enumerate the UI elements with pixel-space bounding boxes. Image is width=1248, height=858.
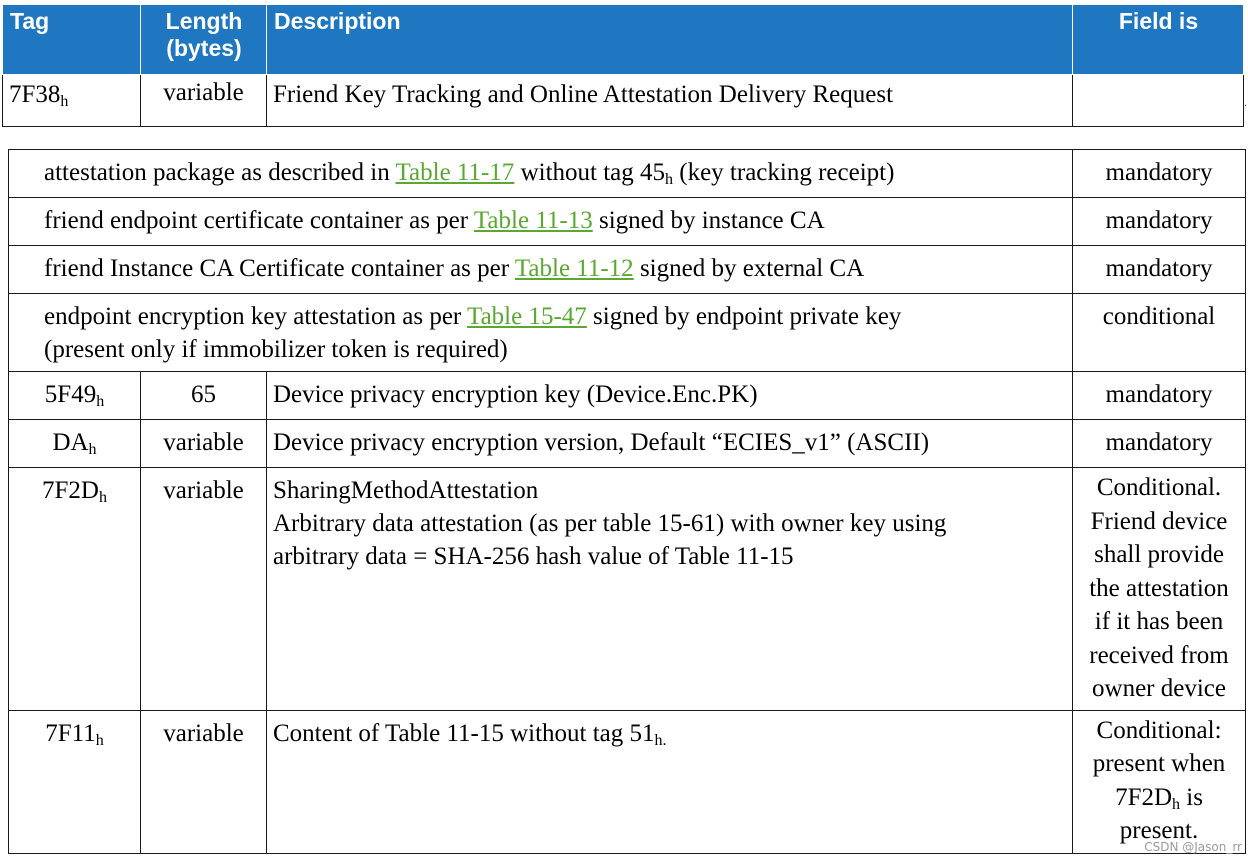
field-line: present when — [1092, 750, 1226, 777]
description-cell — [9, 294, 1073, 372]
description-text: friend Instance CA Certificate container as per — [44, 255, 515, 282]
field-line: present. — [1119, 817, 1199, 844]
tag-text: 7F38 — [9, 81, 61, 108]
column-header-length-line2: (bytes) — [166, 35, 242, 61]
field-line: if it has been — [1094, 608, 1224, 635]
description-line: arbitrary data = SHA-256 hash value of Table 11-15 — [273, 543, 794, 570]
header-table — [2, 4, 1244, 127]
field-line: shall provide — [1094, 541, 1224, 568]
table-row — [9, 198, 1246, 246]
column-header-description: Description — [267, 5, 1073, 75]
tag-cell — [9, 372, 141, 420]
column-header-tag: Tag — [3, 5, 141, 75]
link-table-11-17[interactable]: Table 11-17 — [395, 159, 515, 186]
field-line: Conditional. — [1096, 474, 1222, 501]
column-header-length-line1: Length — [165, 8, 243, 34]
tag-subscript: h — [98, 489, 107, 506]
tag-cell — [9, 710, 141, 853]
description-line: SharingMethodAttestation — [273, 477, 539, 504]
description-text: endpoint encryption key attestation as per — [44, 303, 468, 330]
field-cell — [1073, 710, 1246, 853]
field-line: owner device — [1092, 675, 1226, 702]
length-cell: variable — [141, 420, 267, 468]
table-row-7f38 — [3, 75, 1244, 127]
link-table-11-13[interactable]: Table 11-13 — [473, 207, 593, 234]
table-row — [9, 372, 1246, 420]
table-row — [9, 294, 1246, 372]
link-table-15-47[interactable]: Table 15-47 — [467, 303, 587, 330]
length-cell: 65 — [141, 372, 267, 420]
table-row — [9, 150, 1246, 198]
tag-subscript: h — [95, 731, 104, 749]
tag-text: DA — [52, 429, 89, 456]
description-text: signed by instance CA — [592, 207, 825, 234]
description-text: friend endpoint certificate container as per — [44, 207, 474, 234]
description-cell — [267, 468, 1073, 711]
field-cell: mandatory — [1073, 372, 1246, 420]
tag-cell — [3, 75, 141, 127]
link-table-11-12[interactable]: Table 11-12 — [514, 255, 634, 282]
description-cell: Device privacy encryption key (Device.Enc.PK) — [267, 372, 1073, 420]
length-cell: variable — [141, 710, 267, 853]
description-text: signed by endpoint private key — [586, 303, 902, 330]
field-line: is — [1180, 783, 1203, 811]
description-text: (key tracking receipt) — [673, 159, 895, 186]
description-cell: Device privacy encryption version, Default “ECIES_v1” (ASCII) — [267, 420, 1073, 468]
tag-text: 7F11 — [45, 719, 96, 747]
description-text: Content of Table 11-15 without tag 51 — [273, 719, 655, 747]
tag-cell — [9, 468, 141, 711]
field-line: the attestation — [1089, 574, 1229, 602]
column-header-field: Field is — [1073, 5, 1244, 75]
length-cell: variable — [141, 468, 267, 711]
field-line: 7F2D — [1115, 783, 1173, 811]
table-row — [9, 710, 1246, 853]
subscript: h — [665, 171, 673, 188]
corner-mark: . — [1244, 98, 1248, 109]
description-text: attestation package as described in — [44, 159, 396, 186]
subscript: h. — [654, 731, 667, 749]
field-cell — [1073, 75, 1244, 127]
tag-text: 5F49 — [44, 381, 97, 408]
tag-subscript: h — [96, 393, 105, 410]
field-line: Friend device — [1090, 507, 1228, 535]
length-cell: variable — [141, 75, 267, 127]
field-cell: mandatory — [1073, 246, 1246, 294]
field-cell: mandatory — [1073, 420, 1246, 468]
field-line: received from — [1089, 641, 1229, 669]
description-cell — [9, 150, 1073, 198]
tag-subscript: h — [88, 441, 97, 458]
header-row — [3, 5, 1244, 75]
field-cell: mandatory — [1073, 198, 1246, 246]
field-line: Conditional: — [1096, 716, 1222, 744]
field-cell: conditional — [1073, 294, 1246, 372]
description-text: without tag 45 — [514, 159, 665, 186]
subscript: h — [1172, 795, 1181, 813]
field-cell — [1073, 468, 1246, 711]
table-row — [9, 246, 1246, 294]
description-text: (present only if immobilizer token is required) — [44, 336, 508, 363]
watermark: CSDN @Jason_rr — [1144, 840, 1242, 854]
tag-cell — [9, 420, 141, 468]
description-cell — [9, 198, 1073, 246]
description-line: Arbitrary data attestation (as per table 15-61) with owner key using — [273, 510, 947, 537]
description-text: signed by external CA — [633, 255, 865, 282]
description-cell — [267, 710, 1073, 853]
body-table — [8, 149, 1246, 854]
table-row — [9, 420, 1246, 468]
tag-subscript: h — [60, 93, 69, 110]
column-header-length — [141, 5, 267, 75]
description-cell: Friend Key Tracking and Online Attestation Delivery Request — [267, 75, 1073, 127]
description-cell — [9, 246, 1073, 294]
table-row — [9, 468, 1246, 711]
tag-text: 7F2D — [42, 477, 99, 504]
field-cell: mandatory — [1073, 150, 1246, 198]
